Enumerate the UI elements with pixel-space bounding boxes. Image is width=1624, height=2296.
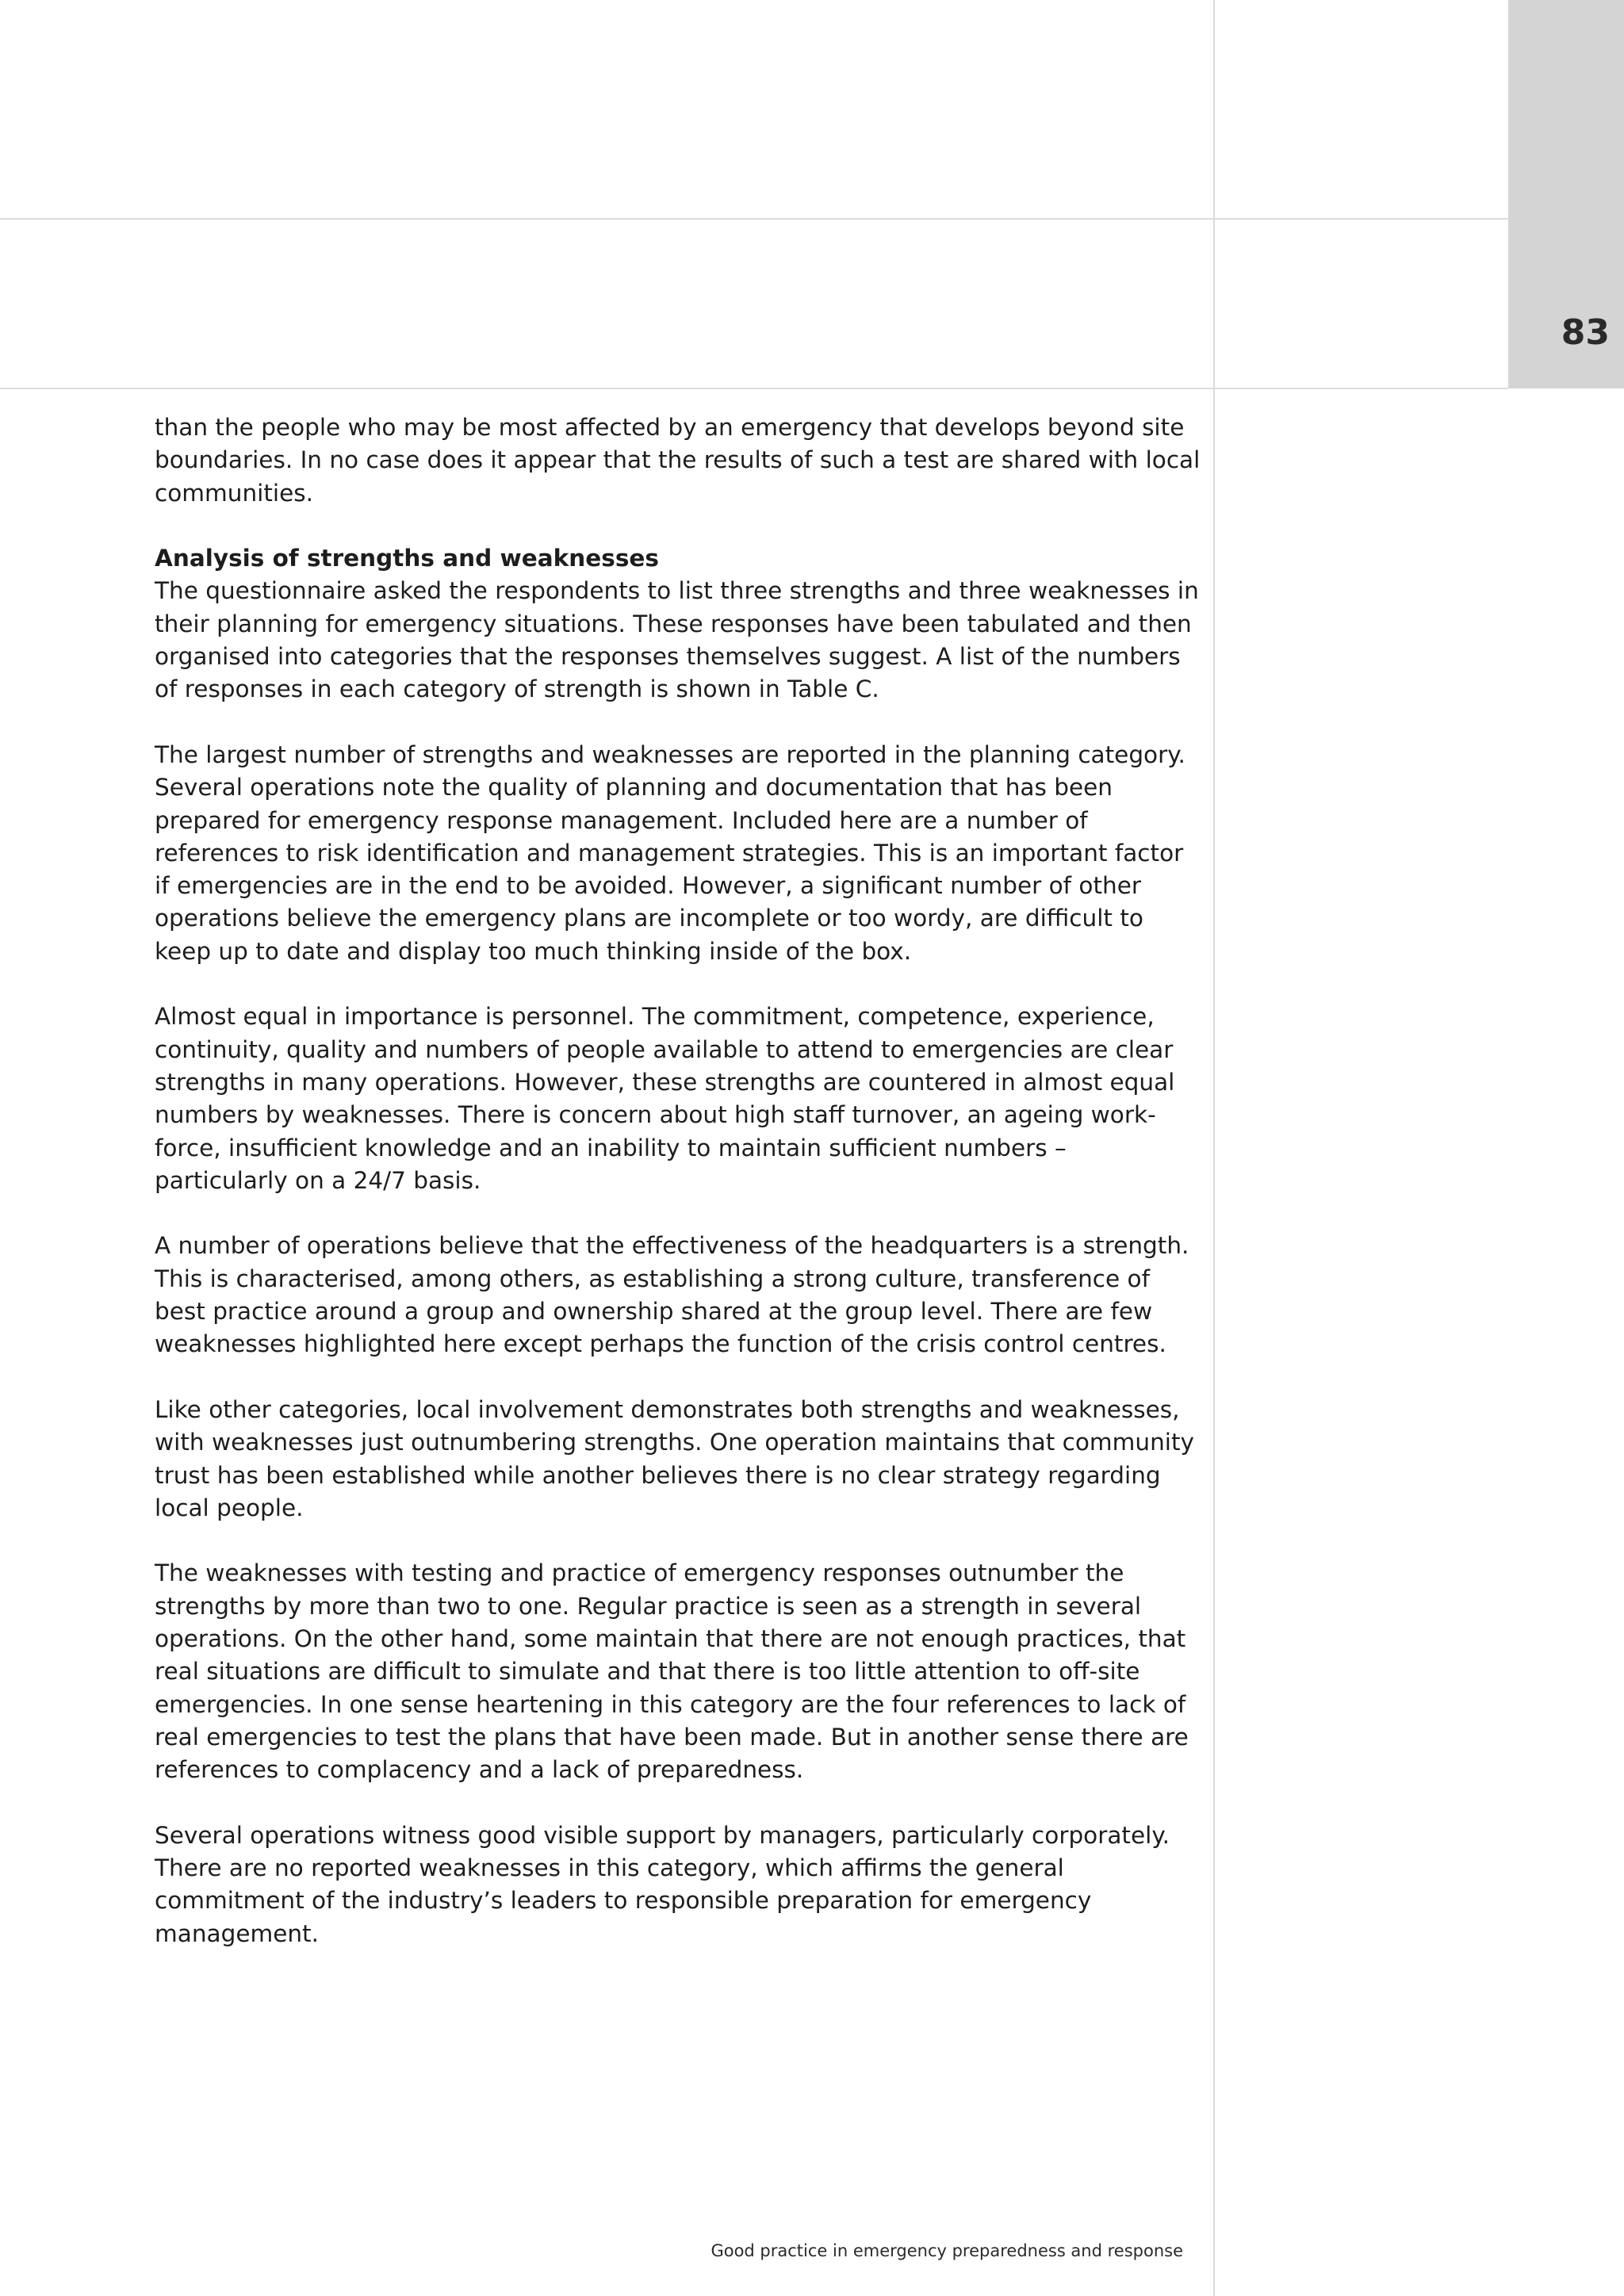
section-heading: Analysis of strengths and weaknesses <box>155 545 659 572</box>
paragraph: Like other categories, local involvement demonstrates both strengths and weaknesses, with weaknesses just outnumbering strengths. One operation maintains that community trust has been established while another believes there is no clear strategy regarding local people. <box>155 1395 1194 1521</box>
header-rule-bottom <box>0 388 1508 389</box>
paragraph: Almost equal in importance is personnel. The commitment, competence, experience, continuity, quality and numbers of people available to attend to emergencies are clear strengths in many operations. However, these strengths are countered in almost equal numbers by weaknesses. There is concern about high staff turnover, an ageing work-force, insufficient knowledge and an inability to maintain sufficient numbers – particularly on a 24/7 basis. <box>155 1003 1175 1194</box>
paragraph: Several operations witness good visible support by managers, particularly corporately. There are no reported weaknesses in this category, which affirms the general commitment of the industry’s leaders to responsible preparation for emergency management. <box>155 1821 1170 1947</box>
body-text <box>155 411 1201 1983</box>
intro-paragraph: than the people who may be most affected by an emergency that develops beyond site boundaries. In no case does it appear that the results of such a test are shared with local communities. <box>155 414 1201 507</box>
header-rule-top <box>0 218 1508 220</box>
running-footer: Good practice in emergency preparedness and response <box>710 2241 1183 2260</box>
page-tab <box>1508 0 1624 388</box>
paragraph: The questionnaire asked the respondents to list three strengths and three weaknesses in their planning for emergency situations. These responses have been tabulated and then organised into categories that the responses themselves suggest. A list of the numbers of responses in each category of strength is shown in Table C. <box>155 577 1199 703</box>
paragraph: The weaknesses with testing and practice of emergency responses outnumber the strengths by more than two to one. Regular practice is seen as a strength in several operations. On the other hand, some maintain that there are not enough practices, that real situations are difficult to simulate and that there is too little attention to off-site emergencies. In one sense heartening in this category are the four references to lack of real emergencies to test the plans that have been made. But in another sense there are references to complacency and a lack of preparedness. <box>155 1559 1189 1784</box>
paragraph: A number of operations believe that the effectiveness of the headquarters is a strength. This is characterised, among others, as establishing a strong culture, transference of best practice around a group and ownership shared at the group level. There are few weaknesses highlighted here except perhaps the function of the crisis control centres. <box>155 1232 1189 1358</box>
page-number: 83 <box>1561 312 1610 353</box>
margin-rule <box>1213 0 1215 2296</box>
paragraph: The largest number of strengths and weaknesses are reported in the planning category. Several operations note the quality of planning and documentation that has been prepared for emergency response management. Included here are a number of references to risk identification and management strategies. This is an important factor if emergencies are in the end to be avoided. However, a significant number of other operations believe the emergency plans are incomplete or too wordy, are difficult to keep up to date and display too much thinking inside of the box. <box>155 740 1185 965</box>
section <box>155 542 1201 706</box>
